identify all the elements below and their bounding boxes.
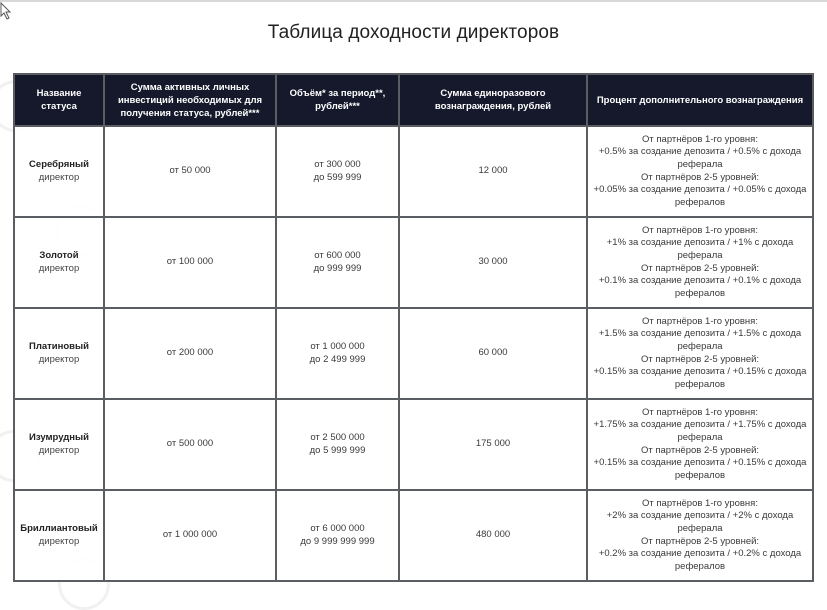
level2-text: +0.2% за создание депозита / +0.2% с дохода рефералов	[598, 548, 802, 572]
table-row	[14, 126, 813, 217]
table-row	[14, 308, 813, 399]
volume-to: до 999 999	[313, 262, 362, 274]
reward-cell: 30 000	[399, 217, 587, 308]
reward-cell: 480 000	[399, 490, 587, 581]
status-name: Платиновый	[29, 340, 89, 352]
header-volume: Объём* за период**, рублей***	[276, 74, 399, 126]
status-name: Бриллиантовый	[20, 522, 98, 534]
header-status-name: Название статуса	[14, 74, 104, 126]
level1-text: +0.5% за создание депозита / +0.5% с дохода реферала	[598, 146, 802, 170]
top-divider	[0, 0, 827, 2]
level2-title: От партнёров 2-5 уровней:	[640, 353, 760, 365]
volume-cell	[276, 126, 399, 217]
status-cell	[14, 217, 104, 308]
reward-cell: 60 000	[399, 308, 587, 399]
status-cell	[14, 399, 104, 490]
volume-cell	[276, 217, 399, 308]
level2-title: От партнёров 2-5 уровней:	[640, 444, 760, 456]
status-sub: директор	[38, 444, 80, 456]
level2-title: От партнёров 2-5 уровней:	[640, 535, 760, 547]
level1-text: +1.5% за создание депозита / +1.5% с дохода реферала	[598, 328, 802, 352]
status-cell	[14, 308, 104, 399]
volume-to: до 5 999 999	[309, 444, 366, 456]
table-row	[14, 399, 813, 490]
level1-title: От партнёров 1-го уровня:	[642, 224, 758, 236]
level1-title: От партнёров 1-го уровня:	[642, 406, 758, 418]
level2-title: От партнёров 2-5 уровней:	[640, 171, 760, 183]
level1-title: От партнёров 1-го уровня:	[642, 315, 758, 327]
level1-title: От партнёров 1-го уровня:	[642, 133, 758, 145]
volume-from: от 1 000 000	[310, 340, 365, 352]
reward-cell: 12 000	[399, 126, 587, 217]
percent-cell	[587, 308, 813, 399]
investment-cell: от 50 000	[104, 126, 276, 217]
status-cell	[14, 490, 104, 581]
percent-cell	[587, 399, 813, 490]
table-header-row	[14, 74, 813, 126]
header-reward: Сумма единоразового вознаграждения, рублей	[399, 74, 587, 126]
status-sub: директор	[38, 535, 80, 547]
header-investment: Сумма активных личных инвестиций необходимых для получения статуса, рублей***	[104, 74, 276, 126]
volume-cell	[276, 399, 399, 490]
volume-from: от 2 500 000	[310, 431, 365, 443]
table-row	[14, 217, 813, 308]
volume-cell	[276, 308, 399, 399]
level2-text: +0.05% за создание депозита / +0.05% с дохода рефералов	[593, 184, 807, 208]
status-sub: директор	[38, 171, 80, 183]
investment-cell: от 500 000	[104, 399, 276, 490]
level2-text: +0.15% за создание депозита / +0.15% с дохода рефералов	[593, 457, 807, 481]
level1-text: +2% за создание депозита / +2% с дохода реферала	[606, 510, 794, 534]
status-name: Золотой	[39, 249, 79, 261]
table-row	[14, 490, 813, 581]
volume-from: от 600 000	[314, 249, 361, 261]
level1-text: +1.75% за создание депозита / +1.75% с дохода реферала	[593, 419, 807, 443]
volume-from: от 6 000 000	[310, 522, 365, 534]
investment-cell: от 1 000 000	[104, 490, 276, 581]
level1-title: От партнёров 1-го уровня:	[642, 497, 758, 509]
investment-cell: от 100 000	[104, 217, 276, 308]
volume-from: от 300 000	[314, 158, 361, 170]
level2-text: +0.1% за создание депозита / +0.1% с дохода рефералов	[598, 275, 802, 299]
volume-to: до 599 999	[313, 171, 362, 183]
investment-cell: от 200 000	[104, 308, 276, 399]
volume-to: до 9 999 999 999	[300, 535, 375, 547]
level2-title: От партнёров 2-5 уровней:	[640, 262, 760, 274]
percent-cell	[587, 217, 813, 308]
volume-to: до 2 499 999	[309, 353, 366, 365]
mouse-cursor-icon	[0, 2, 14, 20]
page-title: Таблица доходности директоров	[267, 22, 560, 43]
percent-cell	[587, 490, 813, 581]
status-cell	[14, 126, 104, 217]
directors-income-table	[13, 73, 814, 582]
status-sub: директор	[38, 262, 80, 274]
status-sub: директор	[38, 353, 80, 365]
header-percent: Процент дополнительного вознаграждения	[587, 74, 813, 126]
status-name: Изумрудный	[29, 431, 89, 443]
status-name: Серебряный	[29, 158, 89, 170]
level2-text: +0.15% за создание депозита / +0.15% с дохода рефералов	[593, 366, 807, 390]
level1-text: +1% за создание депозита / +1% с дохода реферала	[606, 237, 794, 261]
reward-cell: 175 000	[399, 399, 587, 490]
volume-cell	[276, 490, 399, 581]
percent-cell	[587, 126, 813, 217]
